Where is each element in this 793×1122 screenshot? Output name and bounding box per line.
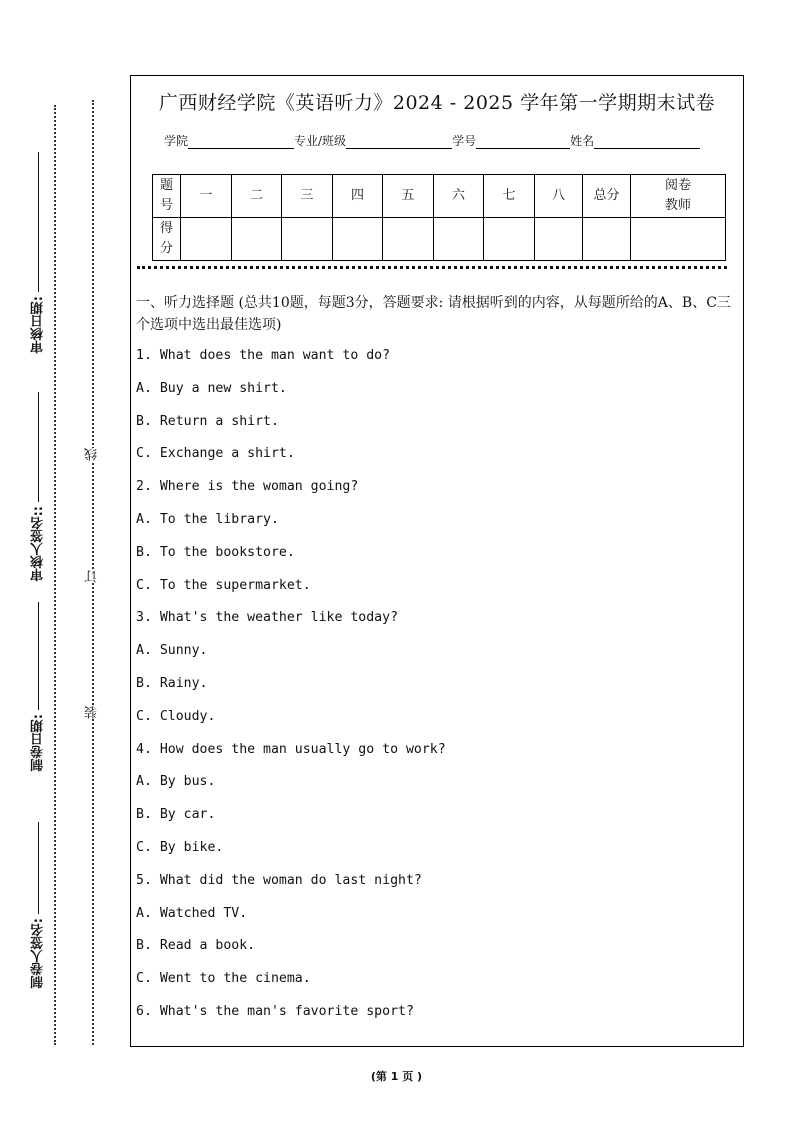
column-header: 二 [232,175,282,218]
score-cell[interactable] [535,218,583,261]
college-field[interactable] [188,135,294,149]
answer-option: C. To the supermarket. [136,577,311,593]
student-id-label: 学号 [452,134,477,148]
column-header: 三 [282,175,333,218]
score-cell[interactable] [232,218,282,261]
question-text: 4. How does the man usually go to work? [136,741,446,757]
binding-char-line: 线 [85,448,100,461]
major-class-label: 专业/班级 [294,134,347,148]
question-text: 5. What did the woman do last night? [136,872,422,888]
score-cell[interactable] [484,218,535,261]
student-info-row [164,132,724,149]
answer-option: A. Sunny. [136,643,208,659]
student-id-field[interactable] [476,135,570,149]
answer-option: B. Return a shirt. [136,413,279,429]
question-text: 6. What's the man's favorite sport? [136,1003,414,1019]
score-cell[interactable] [333,218,383,261]
answer-option: B. To the bookstore. [136,544,295,560]
answer-option: A. Watched TV. [136,905,248,921]
major-class-field[interactable] [346,135,452,149]
audit-date-field [26,150,50,353]
make-date-label: 制卷日期: [30,714,46,772]
college-label: 学院 [164,134,189,148]
grader-cell[interactable] [631,218,726,261]
audit-signature-label: 审核人签名:: [30,506,46,582]
question-text: 1. What does the man want to do? [136,348,391,363]
audit-date-blank[interactable] [38,152,39,292]
score-cell[interactable] [282,218,333,261]
answer-option: C. Exchange a shirt. [136,446,295,462]
exam-paper-frame [130,75,744,1047]
score-row-header: 得 分 [153,218,181,261]
total-score-cell[interactable] [583,218,631,261]
answer-option: B. Rainy. [136,675,208,691]
answer-option: A. By bus. [136,774,216,790]
answer-option: C. Went to the cinema. [136,971,311,987]
binding-char-staple: 订 [85,570,100,583]
answer-option: A. Buy a new shirt. [136,380,287,396]
answer-option: B. By car. [136,807,216,823]
make-date-field [26,600,50,771]
answer-option: C. Cloudy. [136,708,216,724]
name-field[interactable] [594,135,700,149]
audit-date-label: 审核日期: [30,296,46,354]
column-header: 六 [434,175,484,218]
score-cell[interactable] [434,218,484,261]
make-signature-blank[interactable] [38,822,39,914]
answer-option: C. By bike. [136,839,224,855]
audit-signature-blank[interactable] [38,392,39,502]
question-number-header: 题 号 [153,175,181,218]
question-text: 2. Where is the woman going? [136,479,359,495]
binding-char-bind: 装 [85,706,100,719]
make-signature-label: 制卷人签名: [30,918,46,989]
column-header: 一 [181,175,232,218]
section-one-heading: 一、听力选择题 (总共10题，每题3分，答题要求: 请根据听到的内容，从每题所给的A、B、C三个选项中选出最佳选项) [136,295,731,333]
score-table [152,174,726,261]
page-number: (第 1 页 ) [370,1070,423,1083]
grader-header: 阅卷 教师 [631,175,726,218]
score-table-score-row [153,218,726,261]
column-header: 七 [484,175,535,218]
question-text: 3. What's the weather like today? [136,610,399,626]
column-header: 四 [333,175,383,218]
exam-title: 广西财经学院《英语听力》2024 - 2025 学年第一学期期末试卷 [158,92,716,114]
column-header: 八 [535,175,583,218]
binding-dotted-line-outer [54,105,56,1045]
make-signature-field [26,820,50,988]
answer-option: B. Read a book. [136,938,256,954]
audit-signature-field [26,390,50,581]
question-list [136,346,736,1035]
score-table-header-row [153,175,726,218]
score-cell[interactable] [383,218,434,261]
make-date-blank[interactable] [38,602,39,710]
dotted-separator [137,266,727,269]
name-label: 姓名 [570,134,595,148]
column-header: 五 [383,175,434,218]
answer-option: A. To the library. [136,511,279,527]
total-score-header: 总分 [583,175,631,218]
score-cell[interactable] [181,218,232,261]
